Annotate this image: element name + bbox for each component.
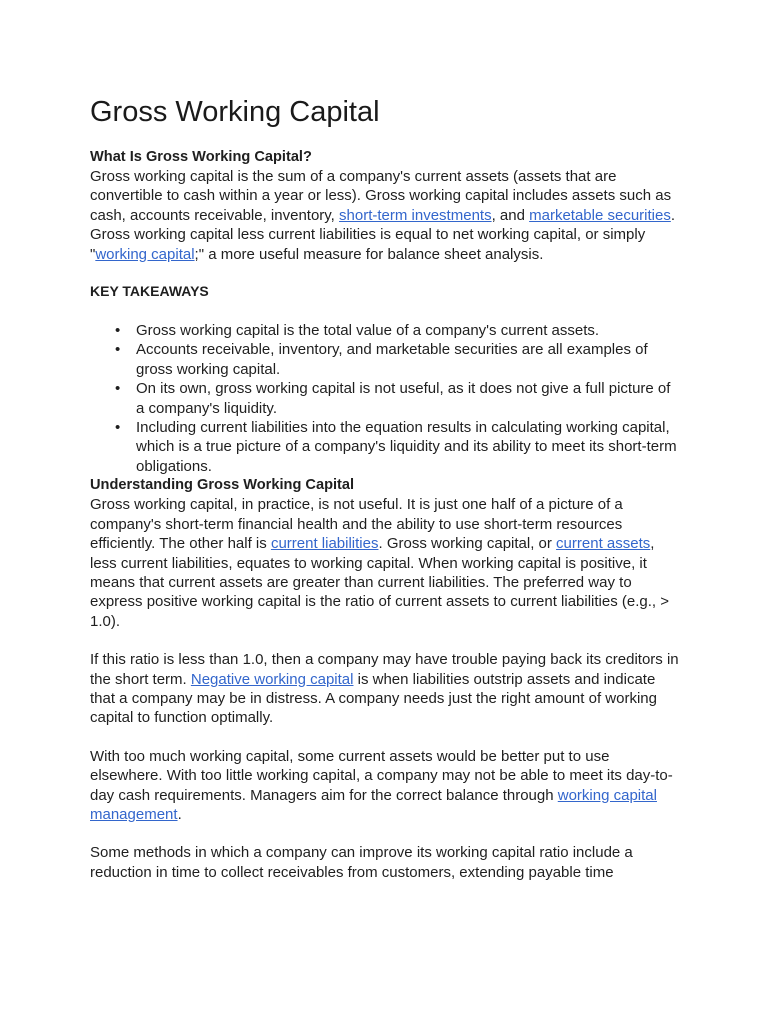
marketable-securities-link[interactable]: marketable securities: [529, 206, 671, 224]
working-capital-link[interactable]: working capital: [95, 245, 195, 263]
balance-text-b: .: [177, 805, 182, 823]
ratio-text-b: is when liabilities outstrip assets and indicate that a company may be in distress. A company needs just the right amount of working capital to function optimally.: [90, 670, 657, 727]
understanding-text-c: , less current liabilities, equates to working capital. When working capital is positive, it means that current assets are greater than current liabilities. The preferred way to express positive working capital is the ratio of current assets to current liabilities (e.g., > 1.0).: [90, 535, 670, 630]
intro-text-d: ;" a more useful measure for balance sheet analysis.: [194, 245, 544, 263]
current-assets-link[interactable]: current assets: [556, 535, 651, 553]
negative-working-capital-link[interactable]: Negative working capital: [190, 670, 354, 688]
list-item: [115, 321, 680, 340]
understanding-text-b: . Gross working capital, or: [378, 535, 557, 553]
key-takeaways-list: [90, 321, 680, 476]
list-item-text: Including current liabilities into the equation results in calculating working capital, which is a true picture of a company's liquidity and its ability to meet its short-term obligations.: [136, 419, 677, 475]
current-liabilities-link[interactable]: current liabilities: [270, 535, 379, 553]
list-item-text: Gross working capital is the total value of a company's current assets.: [136, 322, 600, 340]
bullet-icon: •: [115, 419, 121, 437]
list-item-text: On its own, gross working capital is not useful, as it does not give a full picture of a company's liquidity.: [136, 380, 671, 417]
bullet-icon: •: [115, 341, 121, 359]
list-item: [115, 418, 680, 476]
intro-paragraph: [90, 167, 680, 264]
intro-text-a: Gross working capital is the sum of a company's current assets (assets that are convertible to cash within a year or less). Gross working capital includes assets such as cash, accounts receivable, inventory,: [90, 168, 672, 224]
balance-text-a: With too much working capital, some current assets would be better put to use elsewhere. With too little working capital, a company may not be able to meet its day-to-day cash requirements. Managers aim for the correct balance through: [90, 747, 673, 804]
document-page: [90, 92, 680, 882]
list-item: [115, 379, 680, 418]
list-item: [115, 340, 680, 379]
understanding-paragraph-1: [90, 495, 680, 631]
bullet-icon: •: [115, 380, 121, 398]
key-takeaways-heading: KEY TAKEAWAYS: [90, 283, 209, 300]
ratio-text-a: If this ratio is less than 1.0, then a company may have trouble paying back its creditors in the short term.: [90, 651, 679, 688]
understanding-heading: Understanding Gross Working Capital: [90, 477, 355, 494]
short-term-investments-link[interactable]: short-term investments: [339, 206, 492, 224]
understanding-paragraph-4: Some methods in which a company can improve its working capital ratio include a reduction in time to collect receivables from customers, extending payable time: [90, 844, 633, 881]
understanding-paragraph-3: [90, 747, 680, 825]
intro-text-b: , and: [491, 206, 530, 224]
bullet-icon: •: [115, 322, 121, 340]
list-item-text: Accounts receivable, inventory, and marketable securities are all examples of gross working capital.: [136, 341, 648, 378]
understanding-paragraph-2: [90, 650, 680, 728]
understanding-text-a: Gross working capital, in practice, is not useful. It is just one half of a picture of a company's short-term financial health and the ability to use short-term resources efficiently. The other half is: [90, 496, 623, 553]
intro-heading: What Is Gross Working Capital?: [90, 149, 312, 165]
intro-text-c: . Gross working capital less current liabilities is equal to net working capital, or simply ": [90, 206, 676, 263]
working-capital-management-link[interactable]: working capital management: [90, 786, 657, 823]
page-title: Gross Working Capital: [90, 96, 380, 128]
